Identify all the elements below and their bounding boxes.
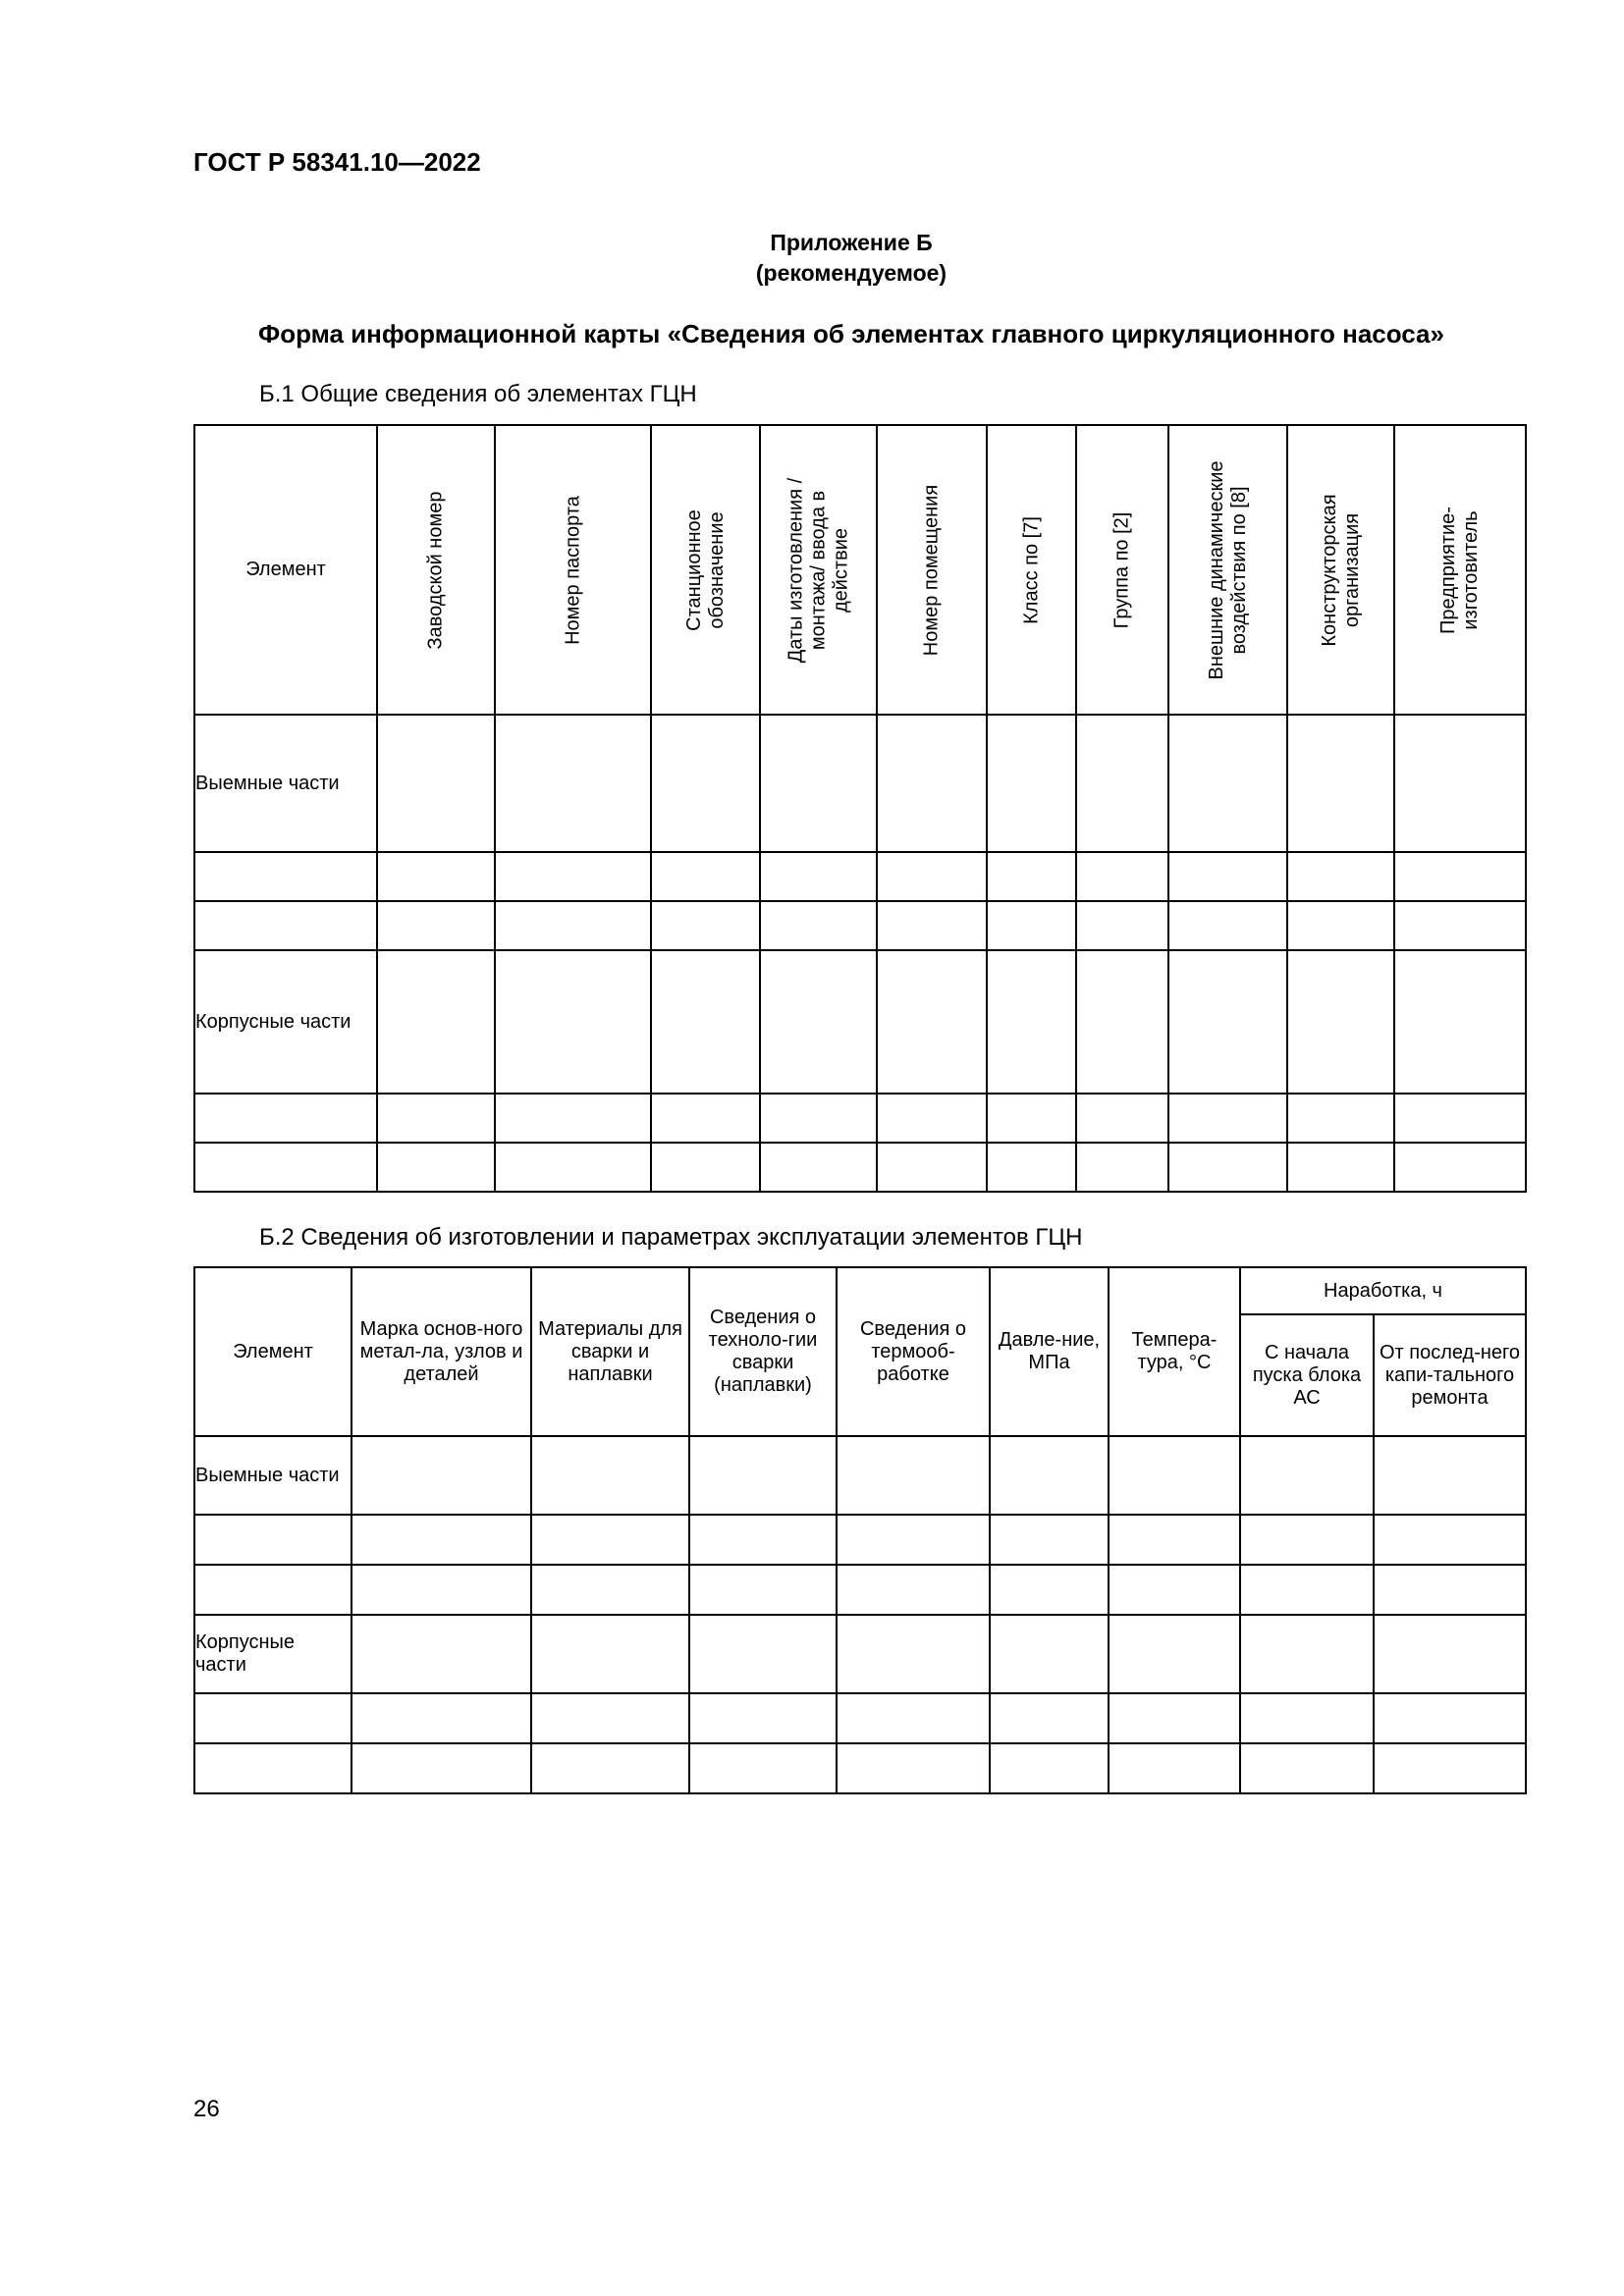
table-row: [194, 1693, 1526, 1743]
header-welding-technology: Сведения о техноло-гии сварки (наплавки): [689, 1267, 837, 1436]
section-1-title: Б.1 Общие сведения об элементах ГЦН: [259, 381, 697, 407]
table-row: [194, 1094, 1526, 1143]
header-room-number-label: Номер помещения: [920, 484, 943, 656]
table-row: [194, 901, 1526, 950]
header-dynamic-impacts: [1168, 425, 1287, 715]
header-serial-number: [377, 425, 495, 715]
header-element: Элемент: [194, 425, 377, 715]
table-row: [194, 1565, 1526, 1615]
group-removable-parts: Выемные части: [194, 1436, 352, 1515]
form-title: Форма информационной карты «Сведения об элементах главного циркуляционного насоса»: [258, 319, 1444, 348]
group-body-parts: Корпусные части: [194, 950, 377, 1094]
table-header-row: [194, 425, 1526, 715]
header-welding-materials: Материалы для сварки и наплавки: [531, 1267, 689, 1436]
header-manufacturer: [1394, 425, 1526, 715]
table-header-row: [194, 1267, 1526, 1314]
header-dates-label: Даты изготовления / монтажа/ ввода в действие: [785, 477, 851, 663]
appendix-title: Приложение Б: [770, 230, 933, 255]
section-2-title: Б.2 Сведения об изготовлении и параметрах эксплуатации элементов ГЦН: [259, 1224, 1083, 1251]
page-number: 26: [193, 2096, 220, 2122]
table-row: [194, 1743, 1526, 1793]
header-group-label: Группа по [2]: [1110, 511, 1133, 628]
table-manufacturing-info: [193, 1266, 1527, 1794]
header-operating-time: Наработка, ч: [1240, 1267, 1526, 1314]
group-removable-parts: Выемные части: [194, 715, 377, 852]
header-serial-number-label: Заводской номер: [424, 491, 447, 649]
header-design-organization: [1287, 425, 1394, 715]
header-passport-number-label: Номер паспорта: [562, 495, 583, 645]
group-body-parts: Корпусные части: [194, 1615, 352, 1693]
table-row: [194, 1615, 1526, 1693]
document-id: ГОСТ Р 58341.10—2022: [193, 147, 481, 177]
header-group: [1076, 425, 1168, 715]
header-dynamic-impacts-label: Внешние динамические воздействия по [8]: [1205, 460, 1250, 679]
appendix-heading: [0, 228, 1624, 289]
table-row: [194, 1436, 1526, 1515]
header-since-unit-start: С начала пуска блока АС: [1240, 1314, 1374, 1436]
appendix-type: (рекомендуемое): [755, 260, 947, 286]
table-row: [194, 715, 1526, 852]
header-class: [987, 425, 1076, 715]
header-station-designation-label: Станционное обозначение: [682, 508, 728, 631]
header-temperature: Темпера-тура, °С: [1109, 1267, 1240, 1436]
header-manufacturer-label: Предприятие-изготовитель: [1437, 506, 1482, 634]
header-element: Элемент: [194, 1267, 352, 1436]
table-row: [194, 1143, 1526, 1192]
header-base-metal: Марка основ-ного метал-ла, узлов и деталей: [352, 1267, 531, 1436]
table-general-info: [193, 424, 1527, 1193]
table-row: [194, 1515, 1526, 1565]
header-since-last-overhaul: От послед-него капи-тального ремонта: [1374, 1314, 1526, 1436]
header-station-designation: [651, 425, 760, 715]
table-row: [194, 950, 1526, 1094]
header-passport-number: [495, 425, 651, 715]
header-dates: [760, 425, 877, 715]
header-class-label: Класс по [7]: [1020, 515, 1042, 624]
header-design-organization-label: Конструкторская организация: [1318, 493, 1363, 647]
header-room-number: [877, 425, 987, 715]
header-heat-treatment: Сведения о термооб-работке: [837, 1267, 990, 1436]
header-pressure: Давле-ние, МПа: [990, 1267, 1109, 1436]
table-row: [194, 852, 1526, 901]
